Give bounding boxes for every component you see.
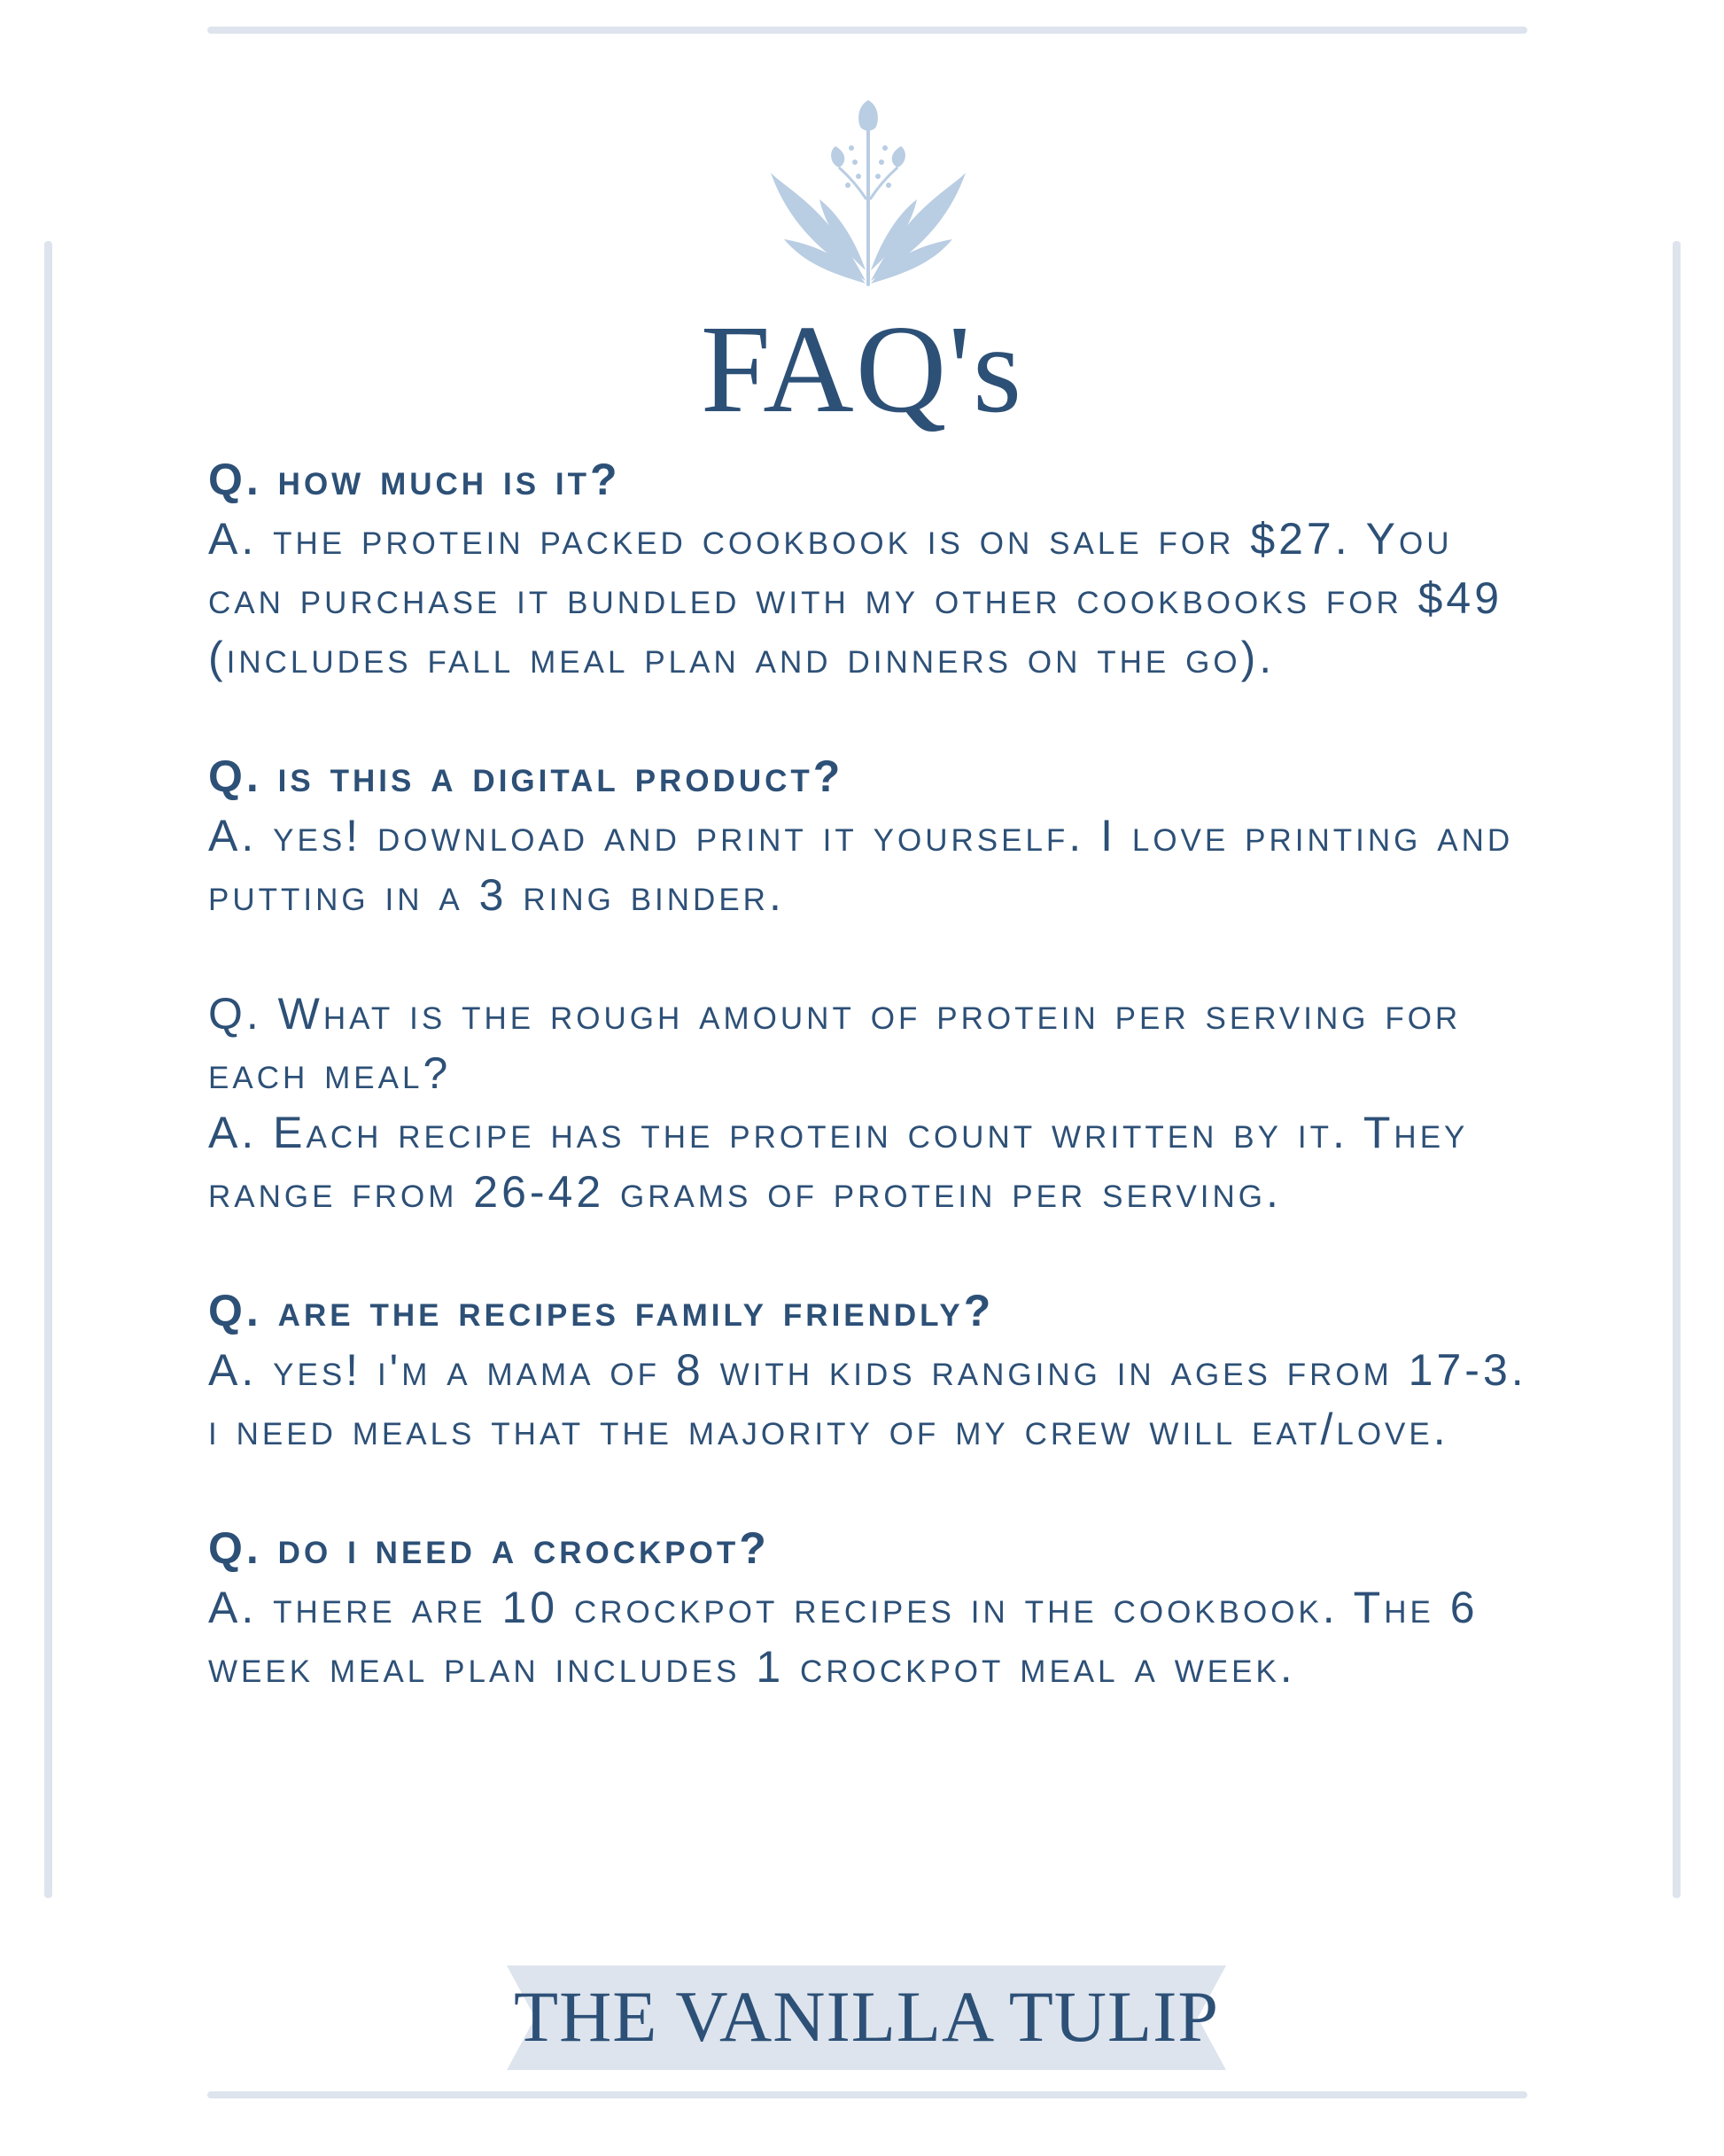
faq-question: Q. What is the rough amount of protein per serving for each meal?: [208, 989, 1462, 1098]
top-border: [207, 27, 1527, 34]
right-border: [1673, 241, 1681, 1898]
bottom-border: [207, 2091, 1527, 2098]
faq-answer: A. yes! i'm a mama of 8 with kids ranging in ages from 17-3. i need meals that the majority of my crew will eat/love.: [208, 1345, 1527, 1454]
faq-question: Q. are the recipes family friendly?: [208, 1286, 995, 1335]
faq-item-price: [208, 450, 1537, 688]
page-title: FAQ's: [700, 299, 1024, 439]
faq-item-crockpot: [208, 1519, 1537, 1697]
faq-answer: A. the protein packed cookbook is on sale for $27. You can purchase it bundled with my other cookbooks for $49 (includes fall meal plan and dinners on the go).: [208, 514, 1503, 682]
faq-question: Q. is this a digital product?: [208, 751, 844, 801]
faq-item-family: [208, 1281, 1537, 1459]
faq-answer: A. there are 10 crockpot recipes in the cookbook. The 6 week meal plan includes 1 crockpot meal a week.: [208, 1583, 1479, 1692]
faq-item-protein: [208, 985, 1537, 1222]
faq-item-digital: [208, 747, 1537, 925]
left-border: [44, 241, 52, 1898]
faq-question: Q. how much is it?: [208, 455, 621, 504]
tulip-bouquet-icon: [766, 93, 970, 292]
faq-answer: A. yes! download and print it yourself. I love printing and putting in a 3 ring binder.: [208, 811, 1514, 920]
faq-list: [208, 450, 1537, 1756]
brand-name: THE VANILLA TULIP: [514, 1976, 1219, 2057]
faq-answer: A. Each recipe has the protein count written by it. They range from 26-42 grams of protein per serving.: [208, 1108, 1469, 1217]
faq-question: Q. do i need a crockpot?: [208, 1523, 770, 1573]
